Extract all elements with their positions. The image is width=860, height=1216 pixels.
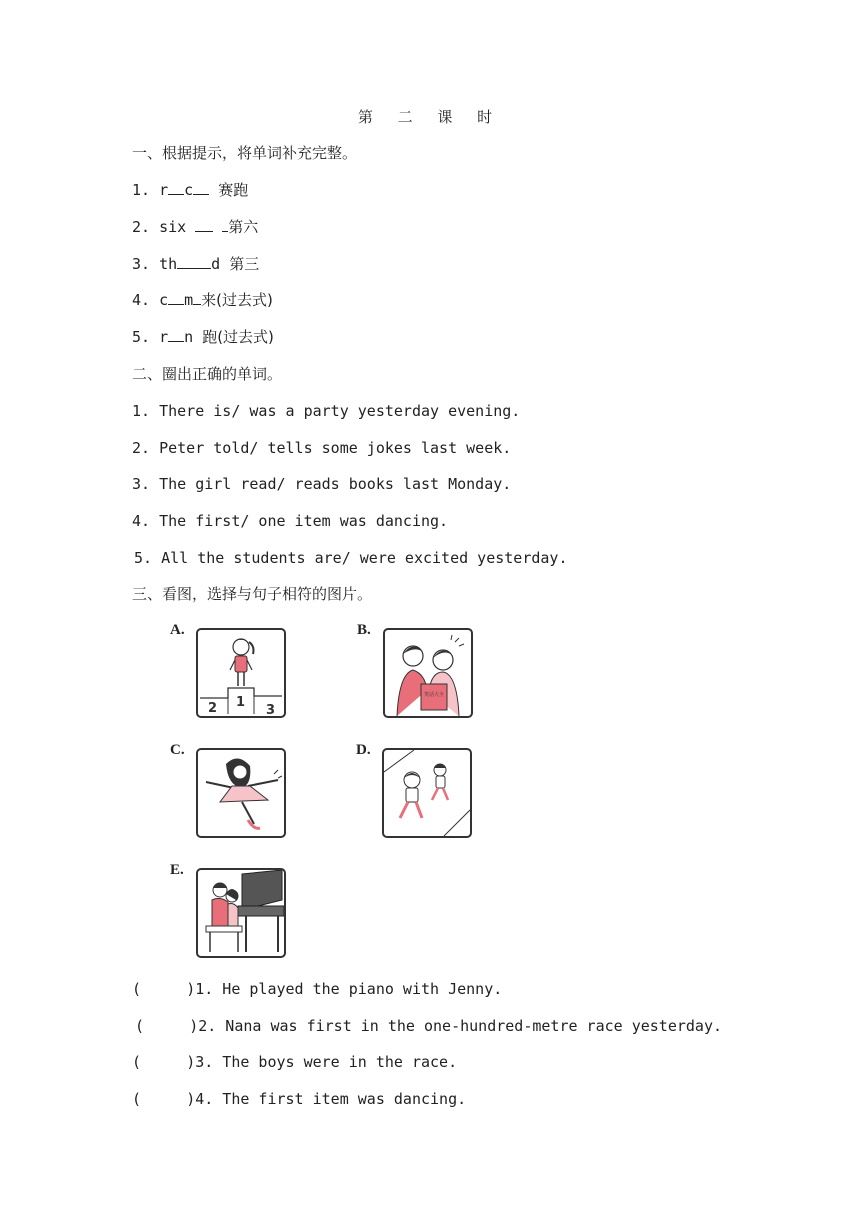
hint-text: 跑(过去式)	[202, 328, 274, 346]
section1-heading: 一、根据提示，将单词补充完整。	[132, 144, 358, 162]
podium-girl-icon	[196, 628, 286, 718]
answer-paren-open[interactable]: (	[132, 1090, 142, 1108]
answer-paren-open[interactable]: (	[135, 1017, 145, 1035]
fill-item-3	[132, 254, 259, 274]
page-title: 第 二 课 时	[357, 108, 503, 126]
word-fragment: six	[159, 218, 187, 236]
circle-item-2[interactable]: 2. Peter told/ tells some jokes last week.	[132, 439, 512, 457]
item-number: 4.	[132, 291, 151, 309]
picture-letter: A.	[170, 622, 185, 638]
picture-b[interactable]	[357, 622, 477, 718]
picture-a[interactable]	[170, 622, 290, 718]
answer-paren-close: )	[186, 1053, 196, 1071]
word-fragment: th	[159, 255, 178, 273]
fill-item-5	[132, 327, 274, 347]
picture-letter: E.	[170, 862, 184, 878]
section3-heading: 三、看图，选择与句子相符的图片。	[132, 585, 373, 603]
item-number: 5.	[132, 328, 151, 346]
word-fragment: r	[159, 181, 169, 199]
match-question-2	[135, 1016, 722, 1036]
section2-heading: 二、圈出正确的单词。	[132, 365, 283, 383]
fill-item-2	[132, 217, 258, 237]
answer-blank[interactable]	[168, 180, 184, 195]
answer-blank[interactable]	[177, 254, 211, 269]
item-number: 2.	[132, 218, 151, 236]
podium-number: 2	[208, 701, 218, 716]
podium-number: 1	[236, 695, 246, 710]
hint-text: 赛跑	[218, 181, 249, 199]
word-fragment: n	[184, 328, 194, 346]
answer-blank[interactable]	[193, 180, 209, 195]
circle-item-1[interactable]: 1. There is/ was a party yesterday evening.	[132, 402, 521, 420]
word-fragment: r	[159, 328, 169, 346]
answer-blank[interactable]	[193, 290, 201, 305]
item-number: 1.	[132, 181, 151, 199]
question-text: 3. The boys were in the race.	[195, 1053, 458, 1071]
word-fragment: c	[159, 291, 169, 309]
book-title: 笑话大全	[424, 692, 445, 698]
circle-item-3[interactable]: 3. The girl read/ reads books last Monday.	[132, 475, 512, 493]
boys-running-icon	[382, 748, 472, 838]
picture-letter: B.	[357, 622, 371, 638]
picture-c[interactable]	[170, 742, 290, 838]
match-question-3	[132, 1052, 457, 1072]
question-text: 1. He played the piano with Jenny.	[195, 980, 503, 998]
ballet-dancer-icon	[196, 748, 286, 838]
word-fragment: m	[184, 291, 194, 309]
podium-number: 3	[266, 703, 276, 716]
item-number: 3.	[132, 255, 151, 273]
picture-e[interactable]	[170, 862, 290, 958]
boys-reading-icon	[383, 628, 473, 718]
picture-letter: C.	[170, 742, 185, 758]
answer-paren-close: )	[189, 1017, 199, 1035]
answer-paren-open[interactable]: (	[132, 1053, 142, 1071]
word-fragment: c	[184, 181, 194, 199]
picture-letter: D.	[356, 742, 371, 758]
answer-blank[interactable]	[168, 327, 184, 342]
match-question-4	[132, 1089, 466, 1109]
piano-duet-icon	[196, 868, 286, 958]
circle-item-5[interactable]: 5. All the students are/ were excited yesterday.	[134, 549, 568, 567]
hint-text: 来(过去式)	[201, 291, 273, 309]
answer-paren-close: )	[186, 1090, 196, 1108]
answer-blank[interactable]	[168, 290, 184, 305]
hint-text: 第六	[228, 218, 259, 236]
hint-text: 第三	[229, 255, 260, 273]
fill-item-4	[132, 290, 273, 310]
word-fragment: d	[211, 255, 221, 273]
picture-d[interactable]	[356, 742, 476, 838]
answer-paren-close: )	[186, 980, 196, 998]
circle-item-4[interactable]: 4. The first/ one item was dancing.	[132, 512, 449, 530]
answer-blank[interactable]	[195, 217, 213, 232]
question-text: 4. The first item was dancing.	[195, 1090, 467, 1108]
question-text: 2. Nana was first in the one-hundred-metre race yesterday.	[198, 1017, 723, 1035]
fill-item-1	[132, 180, 248, 200]
match-question-1	[132, 979, 502, 999]
answer-paren-open[interactable]: (	[132, 980, 142, 998]
